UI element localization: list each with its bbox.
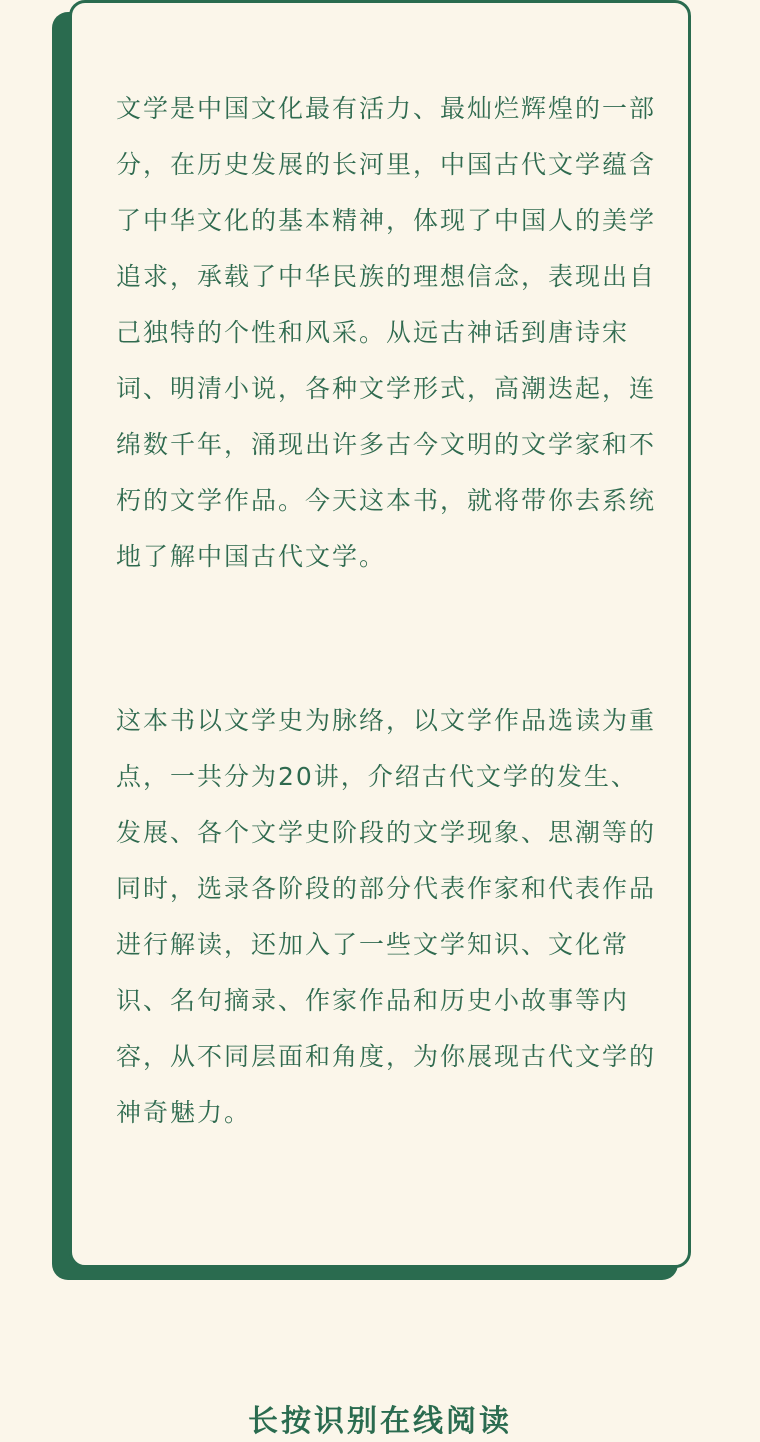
intro-paragraph-2: 这本书以文学史为脉络，以文学作品选读为重点，一共分为20讲，介绍古代文学的发生、发展、各个文学史阶段的文学现象、思潮等的同时，选录各阶段的部分代表作家和代表作品进行解读，还加入了一些文学知识、文化常识、名句摘录、作家作品和历史小故事等内容，从不同层面和角度，为你展现古代文学的神奇魅力。	[116, 706, 657, 1127]
intro-card	[69, 0, 691, 1268]
intro-paragraph-1: 文学是中国文化最有活力、最灿烂辉煌的一部分，在历史发展的长河里，中国古代文学蕴含了中华文化的基本精神，体现了中国人的美学追求，承载了中华民族的理想信念，表现出自己独特的个性和风采。从远古神话到唐诗宋词、明清小说，各种文学形式，高潮迭起，连绵数千年，涌现出许多古今文明的文学家和不朽的文学作品。今天这本书，就将带你去系统地了解中国古代文学。	[116, 94, 657, 571]
section-heading: 长按识别在线阅读	[248, 1404, 512, 1439]
